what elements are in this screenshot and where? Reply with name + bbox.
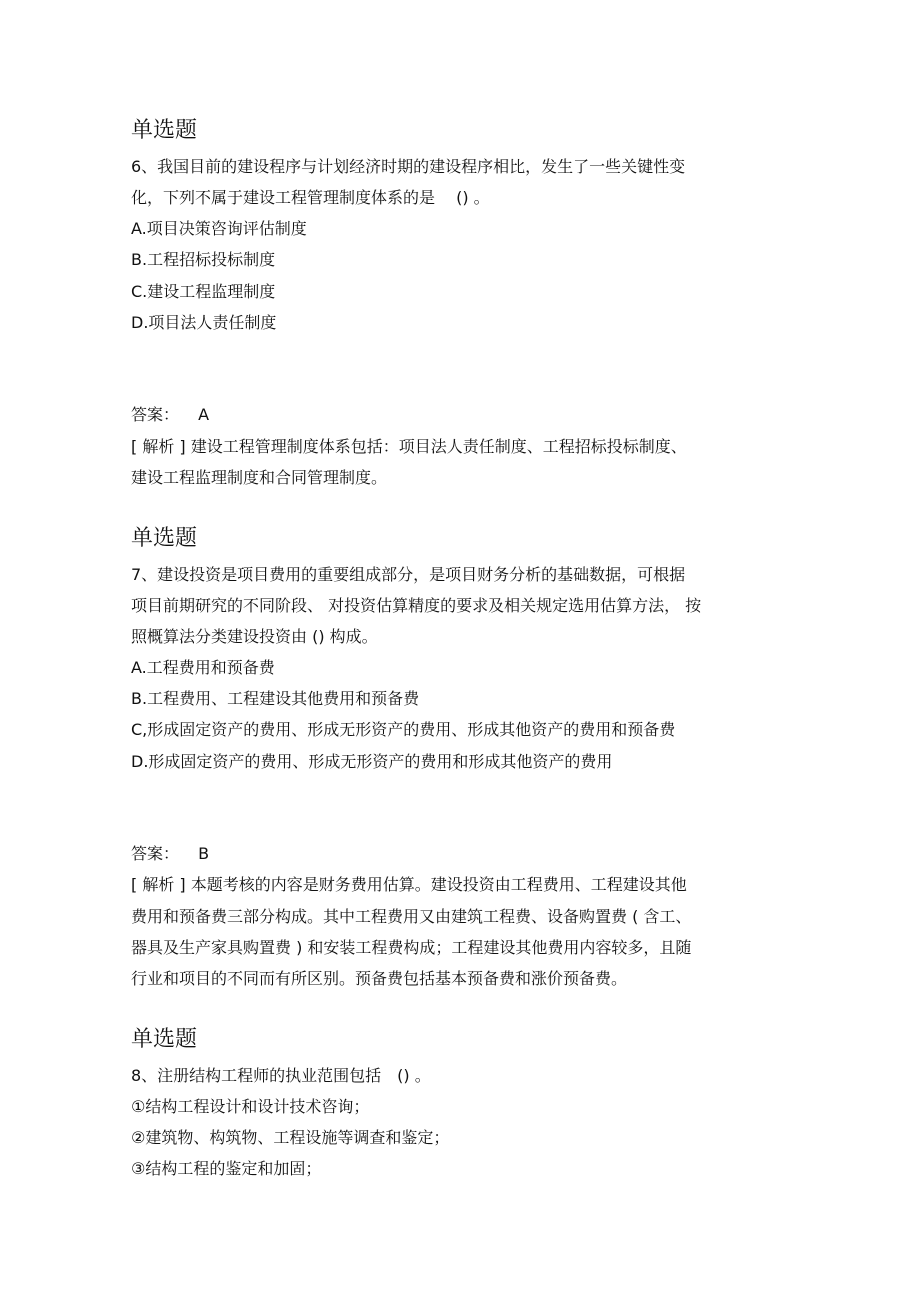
answer-value: B	[198, 844, 210, 863]
option-1: ①结构工程设计和设计技术咨询；	[131, 1097, 370, 1116]
analysis-line: 器具及生产家具购置费 ) 和安装工程费构成；工程建设其他费用内容较多，且随	[131, 938, 692, 957]
answer-label: 答案：	[131, 844, 180, 863]
question-stem-line: 照概算法分类建设投资由 () 构成。	[131, 627, 378, 646]
analysis-line: [ 解析 ] 本题考核的内容是财务费用估算。建设投资由工程费用、工程建设其他	[131, 875, 687, 894]
option-3: ③结构工程的鉴定和加固；	[131, 1159, 322, 1178]
answer-row	[131, 404, 209, 426]
option-d: D.形成固定资产的费用、形成无形资产的费用和形成其他资产的费用	[131, 752, 613, 771]
question-stem-line: 化，下列不属于建设工程管理制度体系的是 () 。	[131, 188, 490, 207]
section-title: 单选题	[131, 118, 198, 143]
question-stem-line: 项目前期研究的不同阶段、 对投资估算精度的要求及相关规定选用估算方法， 按	[131, 596, 702, 615]
analysis-line: [ 解析 ] 建设工程管理制度体系包括：项目法人责任制度、工程招标投标制度、	[131, 437, 687, 456]
option-d: D.项目法人责任制度	[131, 313, 277, 332]
answer-label: 答案：	[131, 405, 180, 424]
option-b: B.工程招标投标制度	[131, 250, 276, 269]
analysis-line: 行业和项目的不同而有所区别。预备费包括基本预备费和涨价预备费。	[131, 969, 628, 988]
answer-value: A	[198, 405, 210, 424]
analysis-line: 费用和预备费三部分构成。其中工程费用又由建筑工程费、设备购置费 ( 含工、	[131, 907, 692, 926]
answer-row	[131, 843, 209, 865]
option-2: ②建筑物、构筑物、工程设施等调查和鉴定；	[131, 1128, 450, 1147]
analysis-line: 建设工程监理制度和合同管理制度。	[131, 468, 388, 487]
option-a: A.工程费用和预备费	[131, 658, 275, 677]
section-title: 单选题	[131, 526, 198, 551]
question-stem-line: 7、建设投资是项目费用的重要组成部分，是项目财务分析的基础数据，可根据	[131, 565, 686, 584]
option-a: A.项目决策咨询评估制度	[131, 219, 307, 238]
section-title: 单选题	[131, 1027, 198, 1052]
question-stem-line: 8、注册结构工程师的执业范围包括 () 。	[131, 1066, 431, 1085]
option-b: B.工程费用、工程建设其他费用和预备费	[131, 689, 420, 708]
option-c: C,形成固定资产的费用、形成无形资产的费用、形成其他资产的费用和预备费	[131, 720, 676, 739]
question-stem-line: 6、我国目前的建设程序与计划经济时期的建设程序相比，发生了一些关键性变	[131, 157, 686, 176]
option-c: C.建设工程监理制度	[131, 282, 276, 301]
